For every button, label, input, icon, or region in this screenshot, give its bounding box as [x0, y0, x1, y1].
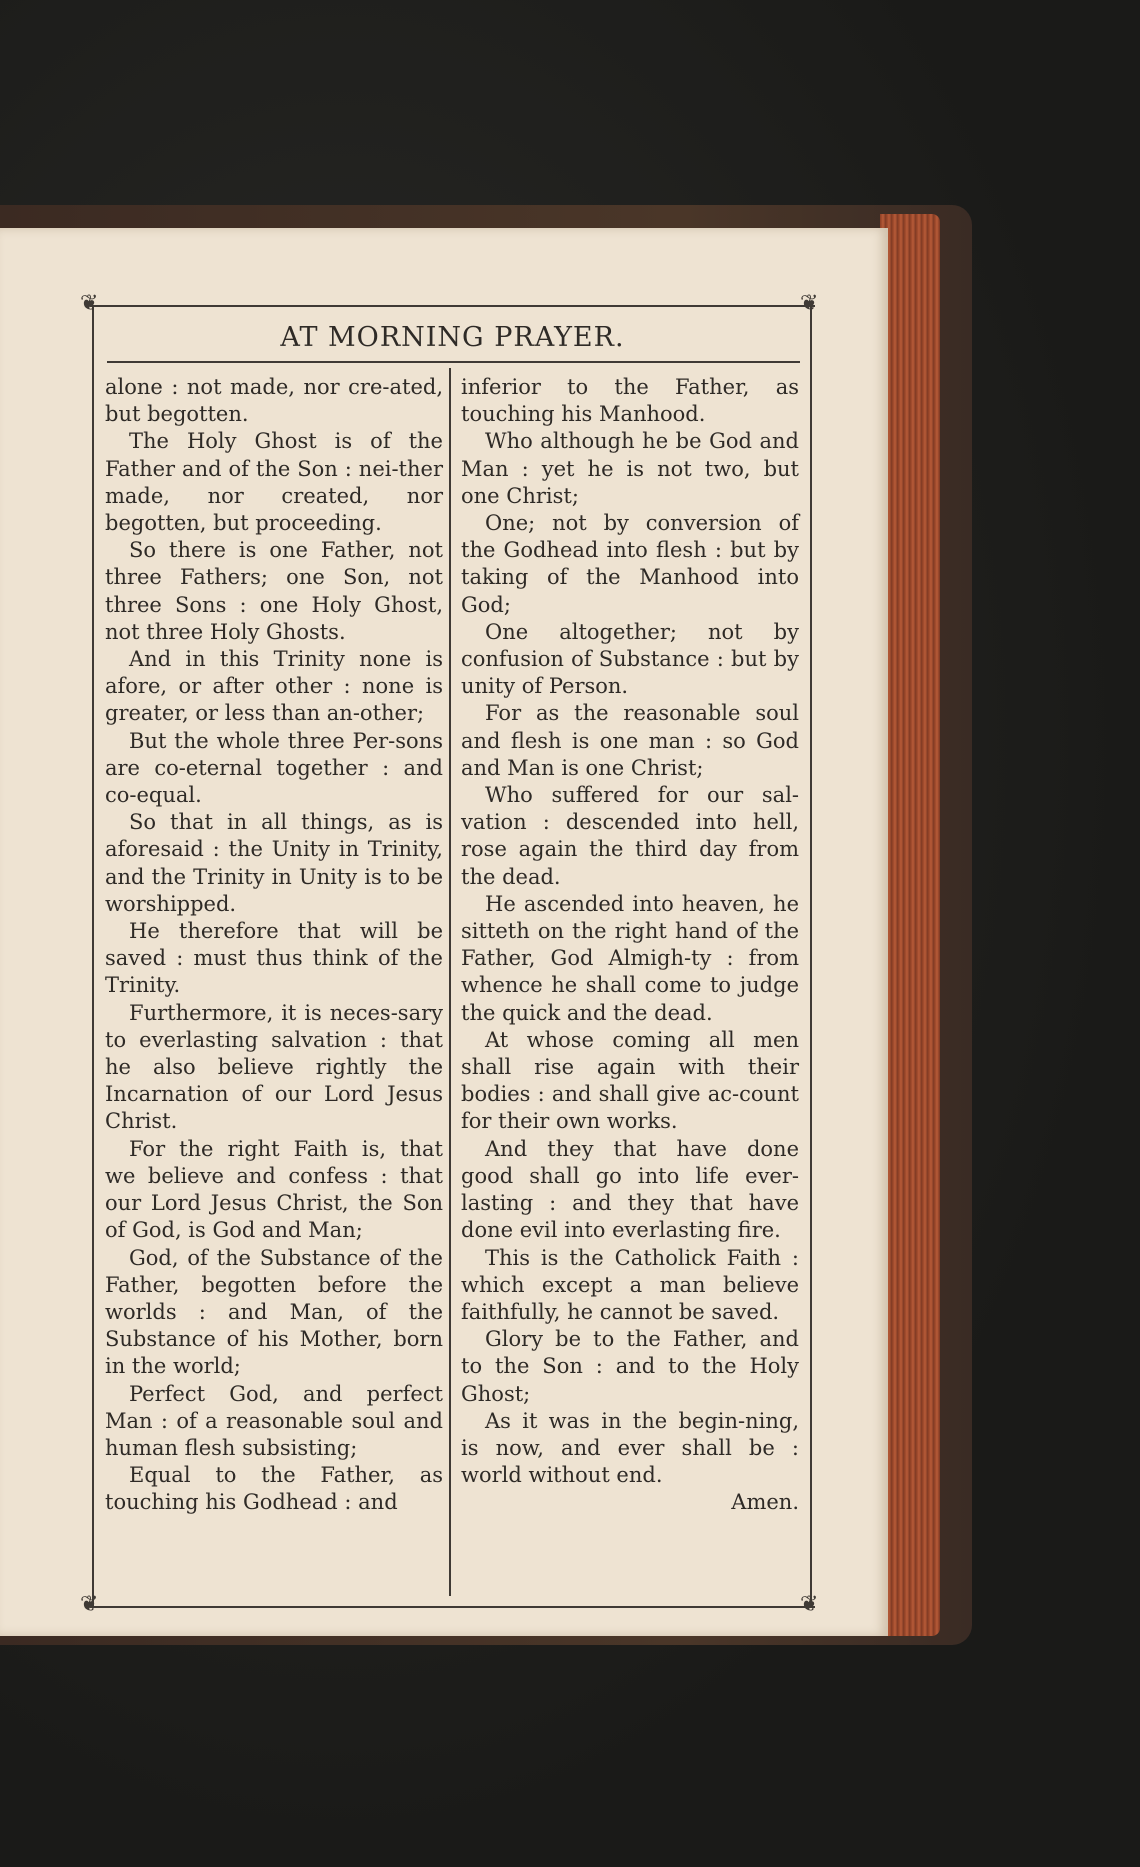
paragraph: The Holy Ghost is of the Father and of the Son : nei-ther made, nor created, nor begotten, but proceeding. [105, 429, 443, 536]
paragraph: He ascended into heaven, he sitteth on the right hand of the Father, God Almigh-ty : from whence he shall come to judge the quick and the dead. [461, 891, 799, 1025]
paragraph: For as the reasonable soul and flesh is one man : so God and Man is one Christ; [461, 701, 799, 780]
corner-ornament-icon: ❦ [80, 291, 99, 316]
paragraph: Furthermore, it is neces-sary to everlasting salvation : that he also believe rightly the Incarnation of our Lord Jesus Christ. [105, 1000, 443, 1134]
paragraph: Equal to the Father, as touching his Godhead : and [105, 1463, 443, 1515]
paragraph: He therefore that will be saved : must thus think of the Trinity. [105, 919, 443, 998]
paragraph: alone : not made, nor cre-ated, but begotten. [105, 375, 443, 427]
paragraph: Perfect God, and perfect Man : of a reasonable soul and human flesh subsisting; [105, 1381, 443, 1460]
paragraph: inferior to the Father, as touching his Manhood. [461, 375, 799, 427]
paragraph: Glory be to the Father, and to the Son : and to the Holy Ghost; [461, 1327, 799, 1406]
paragraph: For the right Faith is, that we believe and confess : that our Lord Jesus Christ, the Son of God, is God and Man; [105, 1136, 443, 1243]
running-header: AT MORNING PRAYER. [280, 322, 625, 353]
paragraph: At whose coming all men shall rise again with their bodies : and shall give ac-count for their own works. [461, 1027, 799, 1134]
frame-left-rule [92, 306, 94, 1606]
paragraph: And in this Trinity none is afore, or after other : none is greater, or less than an-other; [105, 647, 443, 726]
amen-line: Amen. [731, 1490, 799, 1515]
paragraph: So there is one Father, not three Fathers; one Son, not three Sons : one Holy Ghost, not three Holy Ghosts. [105, 538, 443, 644]
paragraph: But the whole three Per-sons are co-eternal together : and co-equal. [105, 728, 443, 808]
paragraph: As it was in the begin-ning, is now, and ever shall be : world without end. [461, 1408, 799, 1488]
left-column [105, 374, 443, 1517]
frame-right-rule [810, 306, 812, 1606]
paragraph: One; not by conversion of the Godhead into flesh : but by taking of the Manhood into God; [461, 511, 799, 617]
page-edges [880, 214, 940, 1636]
frame-bottom-rule [90, 1606, 815, 1608]
paragraph: This is the Catholick Faith : which except a man believe faithfully, he cannot be saved. [461, 1245, 799, 1324]
column-divider [449, 368, 451, 1596]
paragraph: God, of the Substance of the Father, begotten before the worlds : and Man, of the Substance of his Mother, born in the world; [105, 1245, 443, 1379]
corner-ornament-icon: ❦ [800, 1592, 819, 1617]
header-rule [107, 361, 800, 363]
paragraph: And they that have done good shall go into life ever-lasting : and they that have done evil into everlasting fire. [461, 1136, 799, 1243]
frame-top-rule [90, 305, 815, 307]
corner-ornament-icon: ❦ [800, 291, 819, 316]
corner-ornament-icon: ❦ [80, 1592, 99, 1617]
paragraph: One altogether; not by confusion of Substance : but by unity of Person. [461, 619, 799, 699]
paragraph: Who although he be God and Man : yet he is not two, but one Christ; [461, 429, 799, 508]
paragraph: Who suffered for our sal-vation : descended into hell, rose again the third day from the dead. [461, 783, 799, 889]
paragraph: So that in all things, as is aforesaid : the Unity in Trinity, and the Trinity in Unity is to be worshipped. [105, 810, 443, 916]
right-column [461, 374, 799, 1517]
